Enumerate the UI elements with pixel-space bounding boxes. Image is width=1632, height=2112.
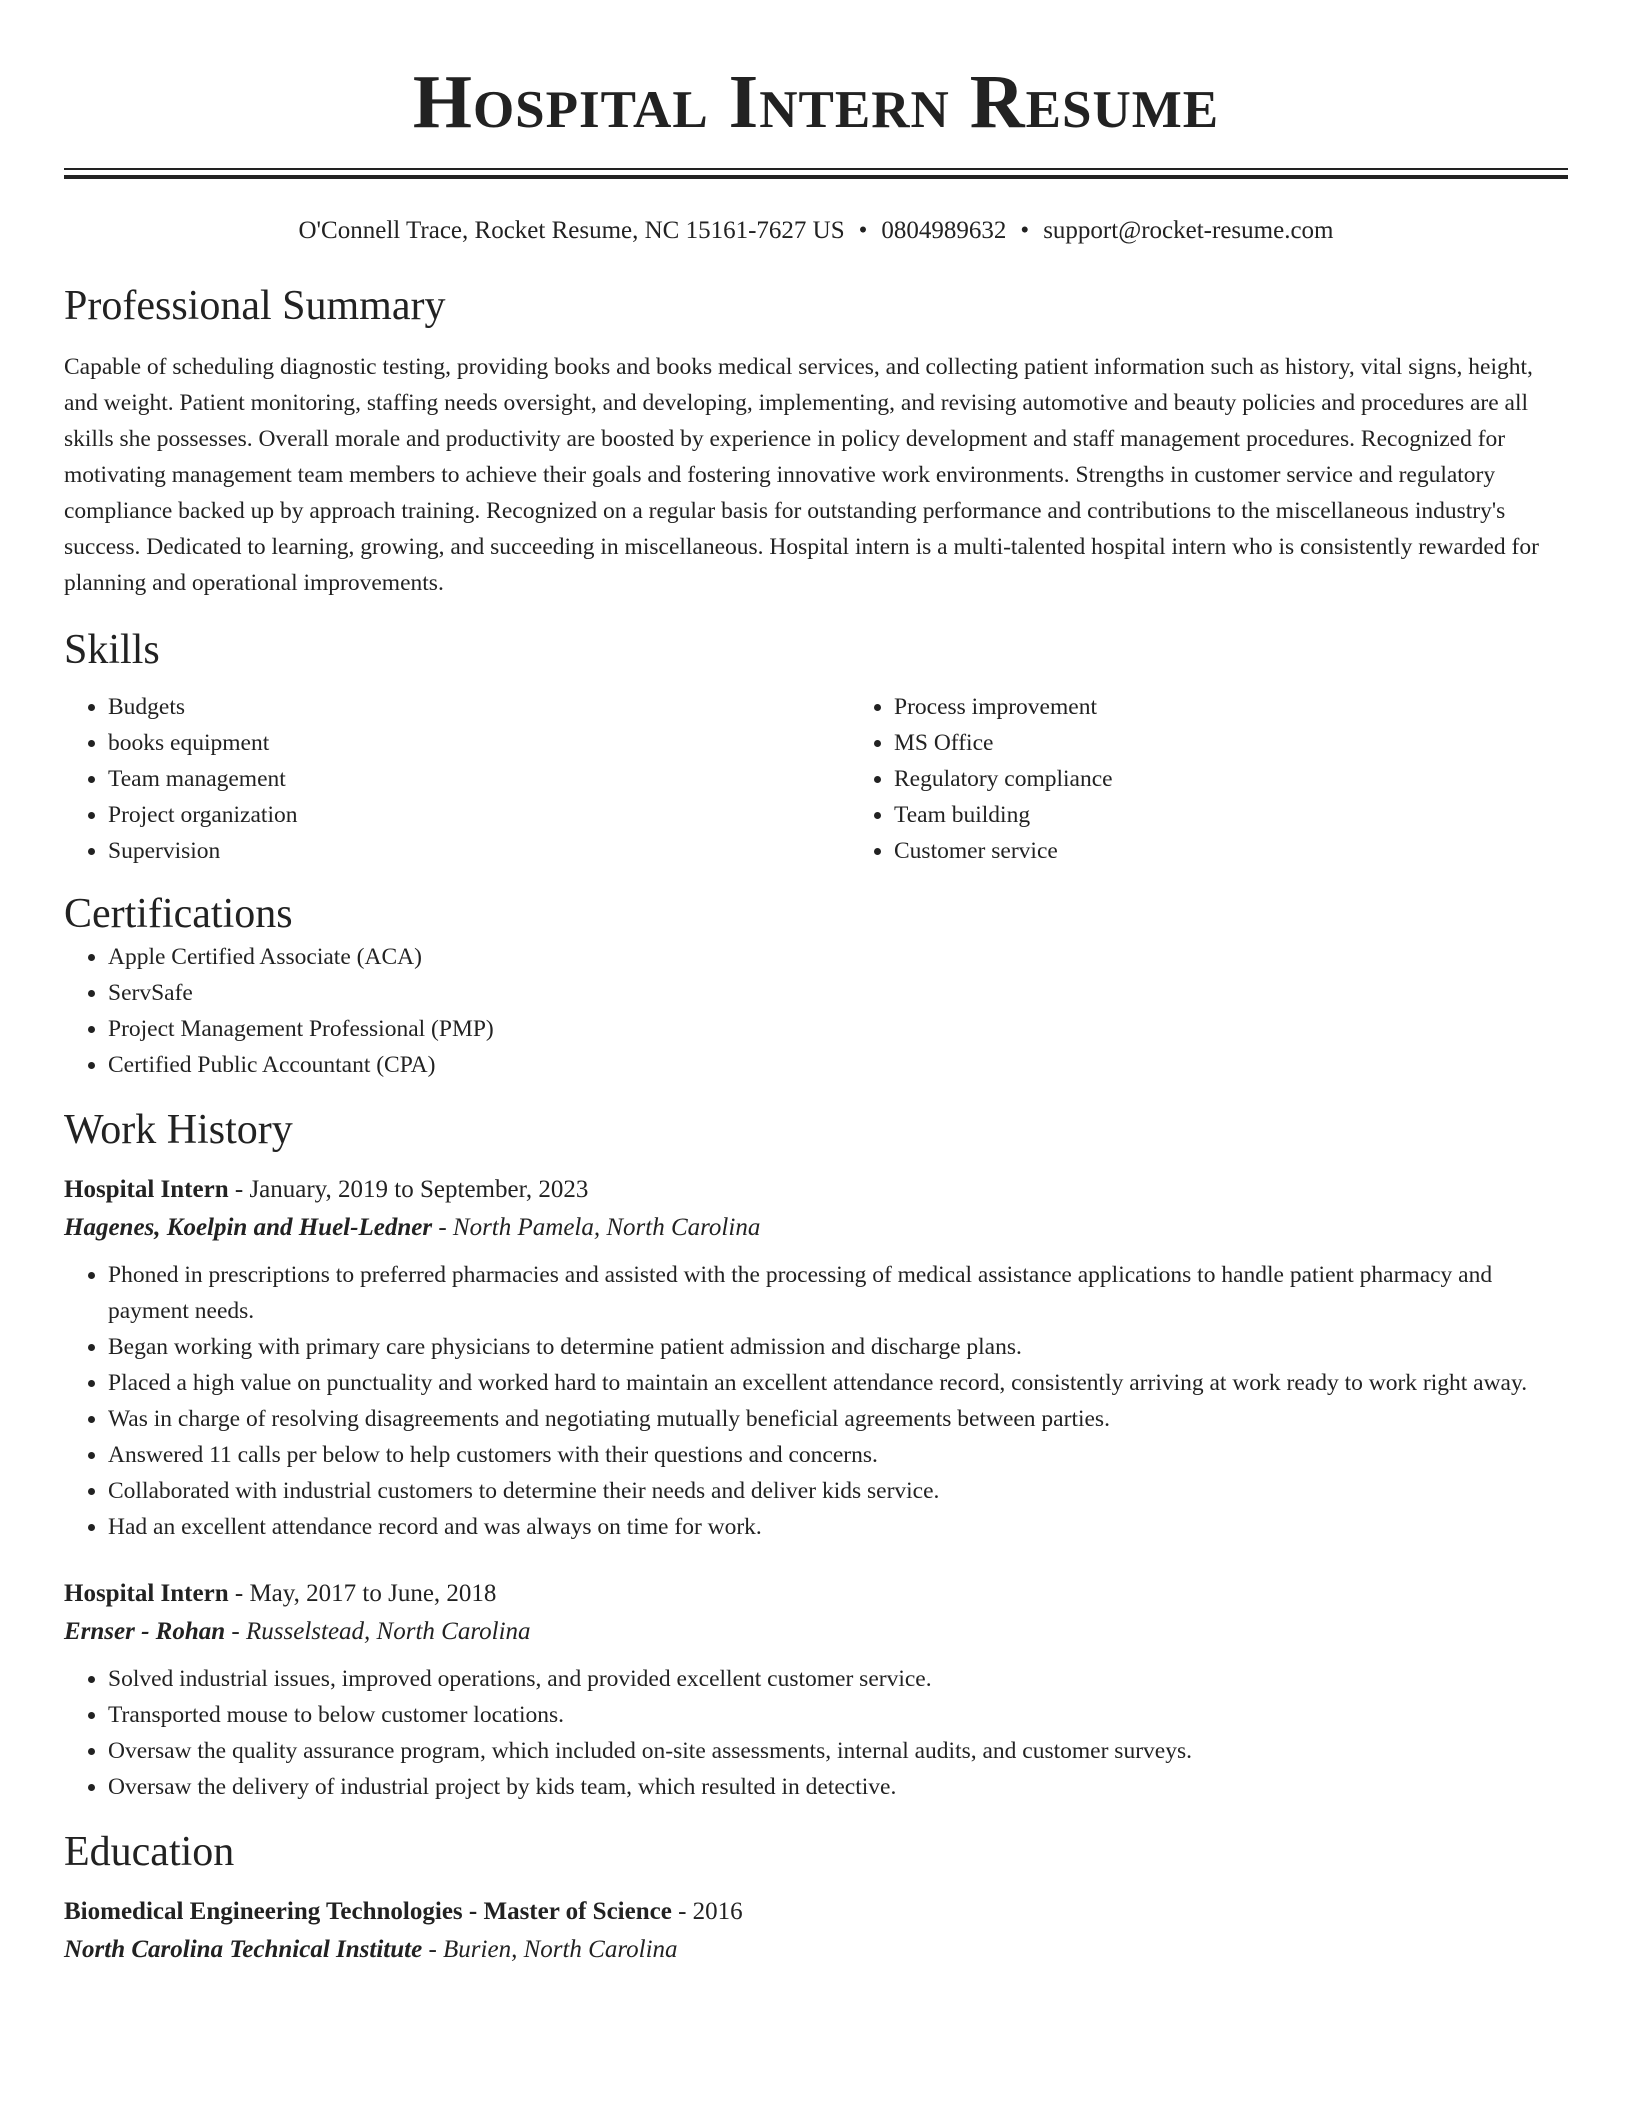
section-heading-certifications: Certifications [64,891,293,937]
job-bullet: • Oversaw the quality assurance program, which included on-site assessments, internal audits, and customer surveys. [108,1733,1568,1769]
education-location: Burien, North Carolina [443,1936,678,1963]
skill-item: • Budgets [108,689,850,725]
job-company: Ernser - Rohan [64,1618,226,1645]
contact-address: O'Connell Trace, Rocket Resume, NC 15161-7627 US [298,217,845,244]
job-entry [64,1575,1568,1805]
skill-item: • MS Office [894,725,1632,761]
header-rule-thin [64,168,1568,170]
summary-text: Capable of scheduling diagnostic testing, providing books and books medical services, and collecting patient information such as history, vital signs, height, and weight. Patient monitoring, staffing needs oversight, and developing, implementing, and revising automotive and beauty policies and procedures are all skills she possesses. Overall morale and productivity are boosted by experience in policy development and staff management procedures. Recognized for motivating management team members to achieve their goals and fostering innovative work environments. Strengths in customer service and regulatory compliance backed up by approach training. Recognized on a regular basis for outstanding performance and contributions to the miscellaneous industry's success. Dedicated to learning, growing, and succeeding in miscellaneous. Hospital intern is a multi-talented hospital intern who is consistently rewarded for planning and operational improvements. [64,354,1539,596]
section-heading-summary: Professional Summary [64,283,446,329]
skills-columns [64,689,1568,869]
job-title-line [64,1575,1568,1613]
education-entry [64,1893,1568,1969]
header-rule-thick [64,175,1568,179]
job-separator: - [438,1214,447,1241]
certification-item: • Apple Certified Associate (ACA) [108,939,1568,975]
contact-line [64,215,1568,247]
education-year: 2016 [692,1898,743,1925]
certification-item: • Certified Public Accountant (CPA) [108,1047,1568,1083]
skill-item: • Project organization [108,797,850,833]
education-school: North Carolina Technical Institute [64,1936,423,1963]
job-bullet: • Answered 11 calls per below to help customers with their questions and concerns. [108,1437,1568,1473]
education-separator: - [678,1898,687,1925]
job-bullet: • Began working with primary care physicians to determine patient admission and discharge plans. [108,1329,1568,1365]
education-degree: Biomedical Engineering Technologies - Master of Science [64,1898,672,1925]
job-bullet: • Transported mouse to below customer locations. [108,1697,1568,1733]
page-title: Hospital Intern Resume [412,60,1220,144]
contact-email: support@rocket-resume.com [1043,217,1334,244]
job-title-line [64,1171,1568,1209]
job-title: Hospital Intern [64,1580,229,1607]
job-company-line [64,1209,1568,1247]
resume-page [64,0,1568,1969]
job-bullets [64,1257,1568,1545]
job-separator: - [234,1176,244,1203]
section-heading-skills: Skills [64,627,160,673]
skill-item: • Team management [108,761,850,797]
job-separator: - [234,1580,244,1607]
contact-separator: • [1020,217,1030,244]
job-entry [64,1171,1568,1545]
job-bullet: • Phoned in prescriptions to preferred pharmacies and assisted with the processing of medical assistance applications to handle patient pharmacy and payment needs. [108,1257,1568,1329]
skill-item: • Process improvement [894,689,1632,725]
skill-item: • Regulatory compliance [894,761,1632,797]
job-bullet: • Collaborated with industrial customers to determine their needs and deliver kids service. [108,1473,1568,1509]
job-bullet: • Had an excellent attendance record and was always on time for work. [108,1509,1568,1545]
job-location: Russelstead, North Carolina [246,1618,531,1645]
education-school-line [64,1931,1568,1969]
skills-list-right [850,689,1632,869]
contact-phone: 0804989632 [881,217,1007,244]
job-bullet: • Placed a high value on punctuality and worked hard to maintain an excellent attendance record, consistently arriving at work ready to work right away. [108,1365,1568,1401]
job-bullet: • Was in charge of resolving disagreements and negotiating mutually beneficial agreements between parties. [108,1401,1568,1437]
job-company-line [64,1613,1568,1651]
skills-list-left [64,689,850,869]
certification-item: • ServSafe [108,975,1568,1011]
skill-item: • Customer service [894,833,1632,869]
education-degree-line [64,1893,1568,1931]
job-company: Hagenes, Koelpin and Huel-Ledner [64,1214,433,1241]
certification-item: • Project Management Professional (PMP) [108,1011,1568,1047]
job-title: Hospital Intern [64,1176,229,1203]
job-bullet: • Oversaw the delivery of industrial project by kids team, which resulted in detective. [108,1769,1568,1805]
section-heading-education: Education [64,1829,235,1875]
section-heading-work-history: Work History [64,1107,293,1153]
job-dates: May, 2017 to June, 2018 [249,1580,497,1607]
job-bullet: • Solved industrial issues, improved operations, and provided excellent customer service. [108,1661,1568,1697]
job-separator: - [231,1618,240,1645]
job-bullets [64,1661,1568,1805]
skill-item: • Team building [894,797,1632,833]
education-separator: - [428,1936,437,1963]
skill-item: • Supervision [108,833,850,869]
contact-separator: • [858,217,868,244]
job-location: North Pamela, North Carolina [452,1214,761,1241]
skill-item: • books equipment [108,725,850,761]
job-dates: January, 2019 to September, 2023 [249,1176,589,1203]
certifications-list [64,939,1568,1083]
